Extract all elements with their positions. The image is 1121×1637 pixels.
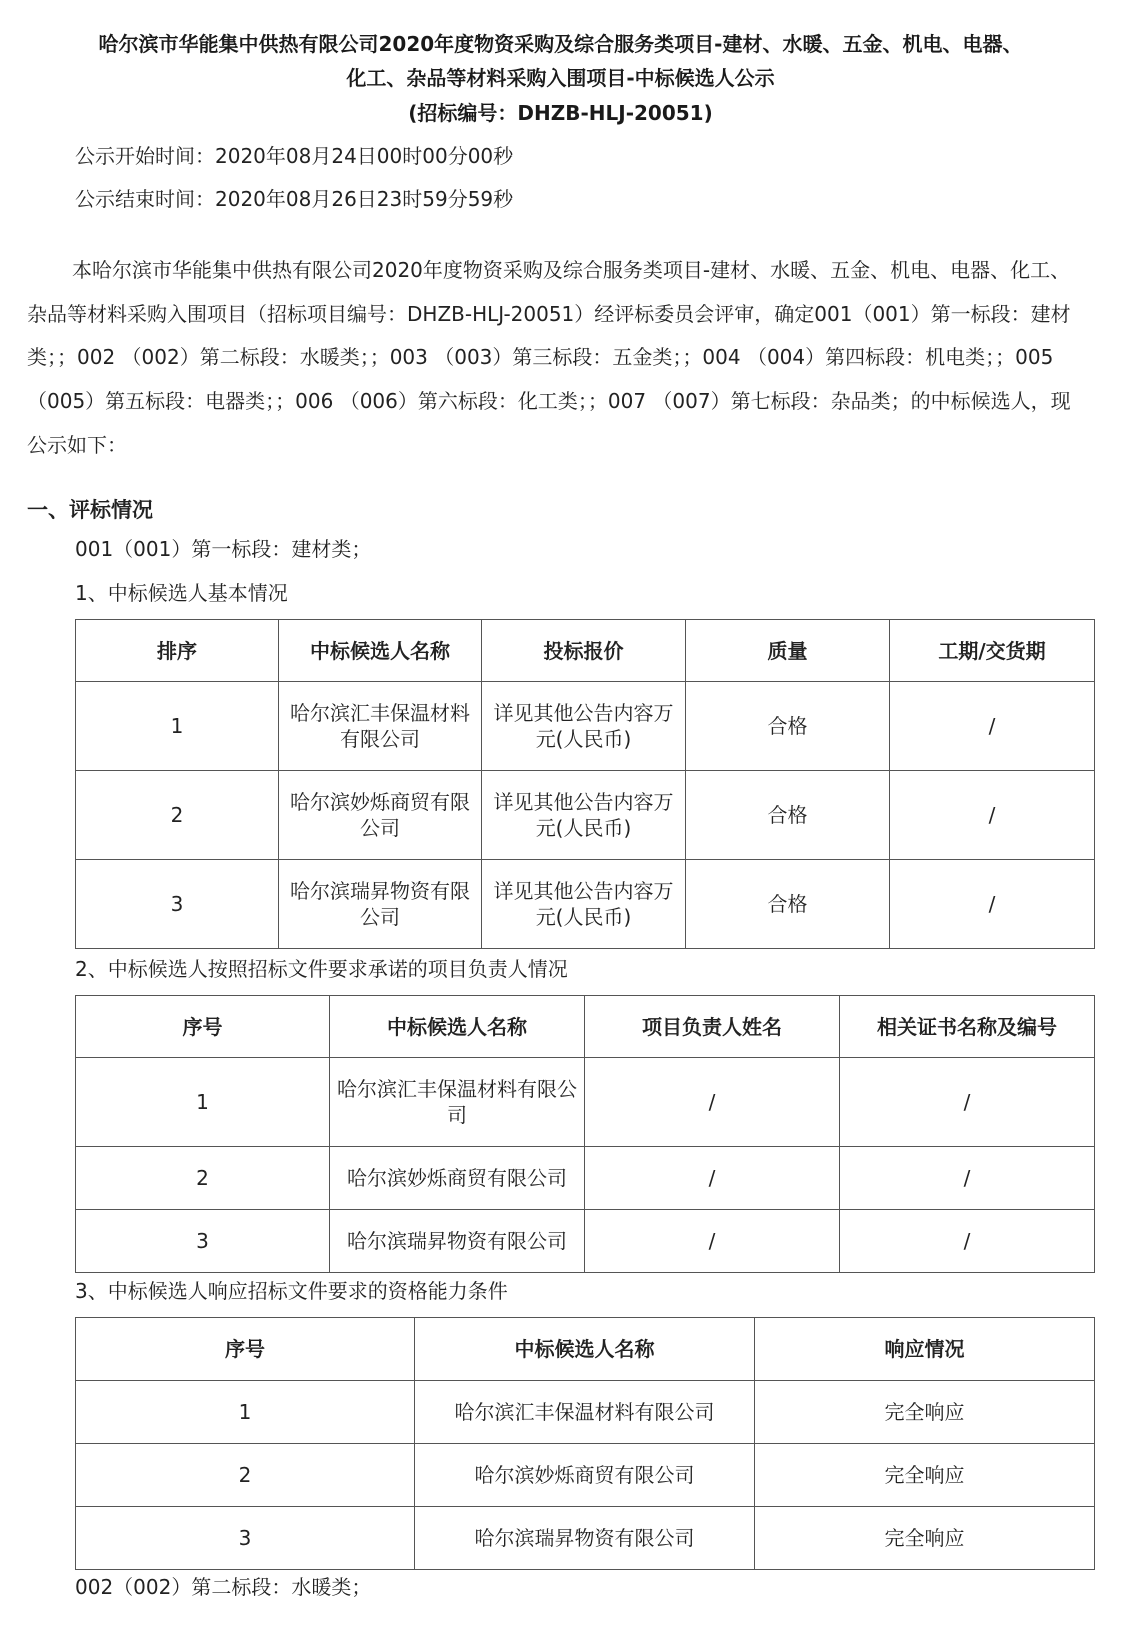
table-row <box>76 1444 1095 1507</box>
column-header: 序号 <box>76 1318 415 1381</box>
delivery-period-cell: / <box>890 860 1095 949</box>
table-row <box>76 1058 1095 1147</box>
table-row <box>76 860 1095 949</box>
candidate-name-cell: 哈尔滨妙烁商贸有限公司 <box>330 1147 585 1210</box>
page-title-line2: 化工、杂品等材料采购入围项目-中标候选人公示 <box>346 66 775 90</box>
quality-cell: 合格 <box>686 682 890 771</box>
table-row <box>76 1210 1095 1273</box>
column-header: 相关证书名称及编号 <box>840 996 1095 1058</box>
column-header: 中标候选人名称 <box>330 996 585 1058</box>
column-header: 排序 <box>76 620 279 682</box>
next-lot-label: 002（002）第二标段：水暖类； <box>75 1575 372 1599</box>
column-header: 序号 <box>76 996 330 1058</box>
serial-cell: 1 <box>76 1381 415 1444</box>
candidate-name-cell: 哈尔滨汇丰保温材料有限公司 <box>330 1058 585 1147</box>
serial-cell: 2 <box>76 1147 330 1210</box>
qualification-response-table <box>75 1317 1095 1570</box>
response-status-cell: 完全响应 <box>755 1381 1095 1444</box>
tender-number: (招标编号：DHZB-HLJ-20051) <box>408 101 713 125</box>
rank-cell: 3 <box>76 860 279 949</box>
candidate-basic-table <box>75 619 1095 949</box>
column-header: 响应情况 <box>755 1318 1095 1381</box>
bid-price-cell: 详见其他公告内容万元(人民币) <box>482 682 686 771</box>
candidate-name-cell: 哈尔滨妙烁商贸有限公司 <box>279 771 482 860</box>
certificate-cell: / <box>840 1058 1095 1147</box>
lot-label: 001（001）第一标段：建材类； <box>75 537 372 561</box>
table-header-row <box>76 620 1095 682</box>
delivery-period-cell: / <box>890 682 1095 771</box>
table-row <box>76 1507 1095 1570</box>
bid-price-cell: 详见其他公告内容万元(人民币) <box>482 860 686 949</box>
rank-cell: 1 <box>76 682 279 771</box>
column-header: 投标报价 <box>482 620 686 682</box>
section-heading-evaluation: 一、评标情况 <box>27 498 153 522</box>
column-header: 中标候选人名称 <box>279 620 482 682</box>
serial-cell: 1 <box>76 1058 330 1147</box>
certificate-cell: / <box>840 1147 1095 1210</box>
serial-cell: 2 <box>76 1444 415 1507</box>
serial-cell: 3 <box>76 1507 415 1570</box>
candidate-name-cell: 哈尔滨汇丰保温材料有限公司 <box>415 1381 755 1444</box>
quality-cell: 合格 <box>686 860 890 949</box>
intro-paragraph: 本哈尔滨市华能集中供热有限公司2020年度物资采购及综合服务类项目-建材、水暖、五金、机电、电器、化工、杂品等材料采购入围项目（招标项目编号：DHZB-HLJ-20051）经评标委员会评审，确定001（001）第一标段：建材类；；002 （002）第二标段：水暖类；；003 （003）第三标段：五金类；；004 （004）第四标段：机电类；；005 （005）第五标段：电器类；；006 （006）第六标段：化工类；；007 （007）第七标段：杂品类；的中标候选人，现公示如下： <box>27 258 1071 457</box>
delivery-period-cell: / <box>890 771 1095 860</box>
manager-name-cell: / <box>585 1147 840 1210</box>
page-title-line1: 哈尔滨市华能集中供热有限公司2020年度物资采购及综合服务类项目-建材、水暖、五金、机电、电器、 <box>98 32 1023 56</box>
publicity-start-time: 公示开始时间：2020年08月24日00时00分00秒 <box>75 144 514 168</box>
response-status-cell: 完全响应 <box>755 1507 1095 1570</box>
candidate-name-cell: 哈尔滨瑞昇物资有限公司 <box>330 1210 585 1273</box>
publicity-end-time: 公示结束时间：2020年08月26日23时59分59秒 <box>75 187 514 211</box>
bid-price-cell: 详见其他公告内容万元(人民币) <box>482 771 686 860</box>
table-header-row <box>76 1318 1095 1381</box>
table-header-row <box>76 996 1095 1058</box>
column-header: 质量 <box>686 620 890 682</box>
table-row <box>76 1147 1095 1210</box>
rank-cell: 2 <box>76 771 279 860</box>
response-status-cell: 完全响应 <box>755 1444 1095 1507</box>
candidate-name-cell: 哈尔滨瑞昇物资有限公司 <box>415 1507 755 1570</box>
table-row <box>76 682 1095 771</box>
column-header: 项目负责人姓名 <box>585 996 840 1058</box>
project-manager-table <box>75 995 1095 1273</box>
serial-cell: 3 <box>76 1210 330 1273</box>
candidate-name-cell: 哈尔滨瑞昇物资有限公司 <box>279 860 482 949</box>
manager-name-cell: / <box>585 1210 840 1273</box>
column-header: 工期/交货期 <box>890 620 1095 682</box>
certificate-cell: / <box>840 1210 1095 1273</box>
candidate-name-cell: 哈尔滨妙烁商贸有限公司 <box>415 1444 755 1507</box>
subheading-project-manager: 2、中标候选人按照招标文件要求承诺的项目负责人情况 <box>75 957 568 981</box>
candidate-name-cell: 哈尔滨汇丰保温材料有限公司 <box>279 682 482 771</box>
quality-cell: 合格 <box>686 771 890 860</box>
subheading-qualification: 3、中标候选人响应招标文件要求的资格能力条件 <box>75 1279 508 1303</box>
column-header: 中标候选人名称 <box>415 1318 755 1381</box>
subheading-basic-info: 1、中标候选人基本情况 <box>75 581 288 605</box>
table-row <box>76 1381 1095 1444</box>
manager-name-cell: / <box>585 1058 840 1147</box>
table-row <box>76 771 1095 860</box>
